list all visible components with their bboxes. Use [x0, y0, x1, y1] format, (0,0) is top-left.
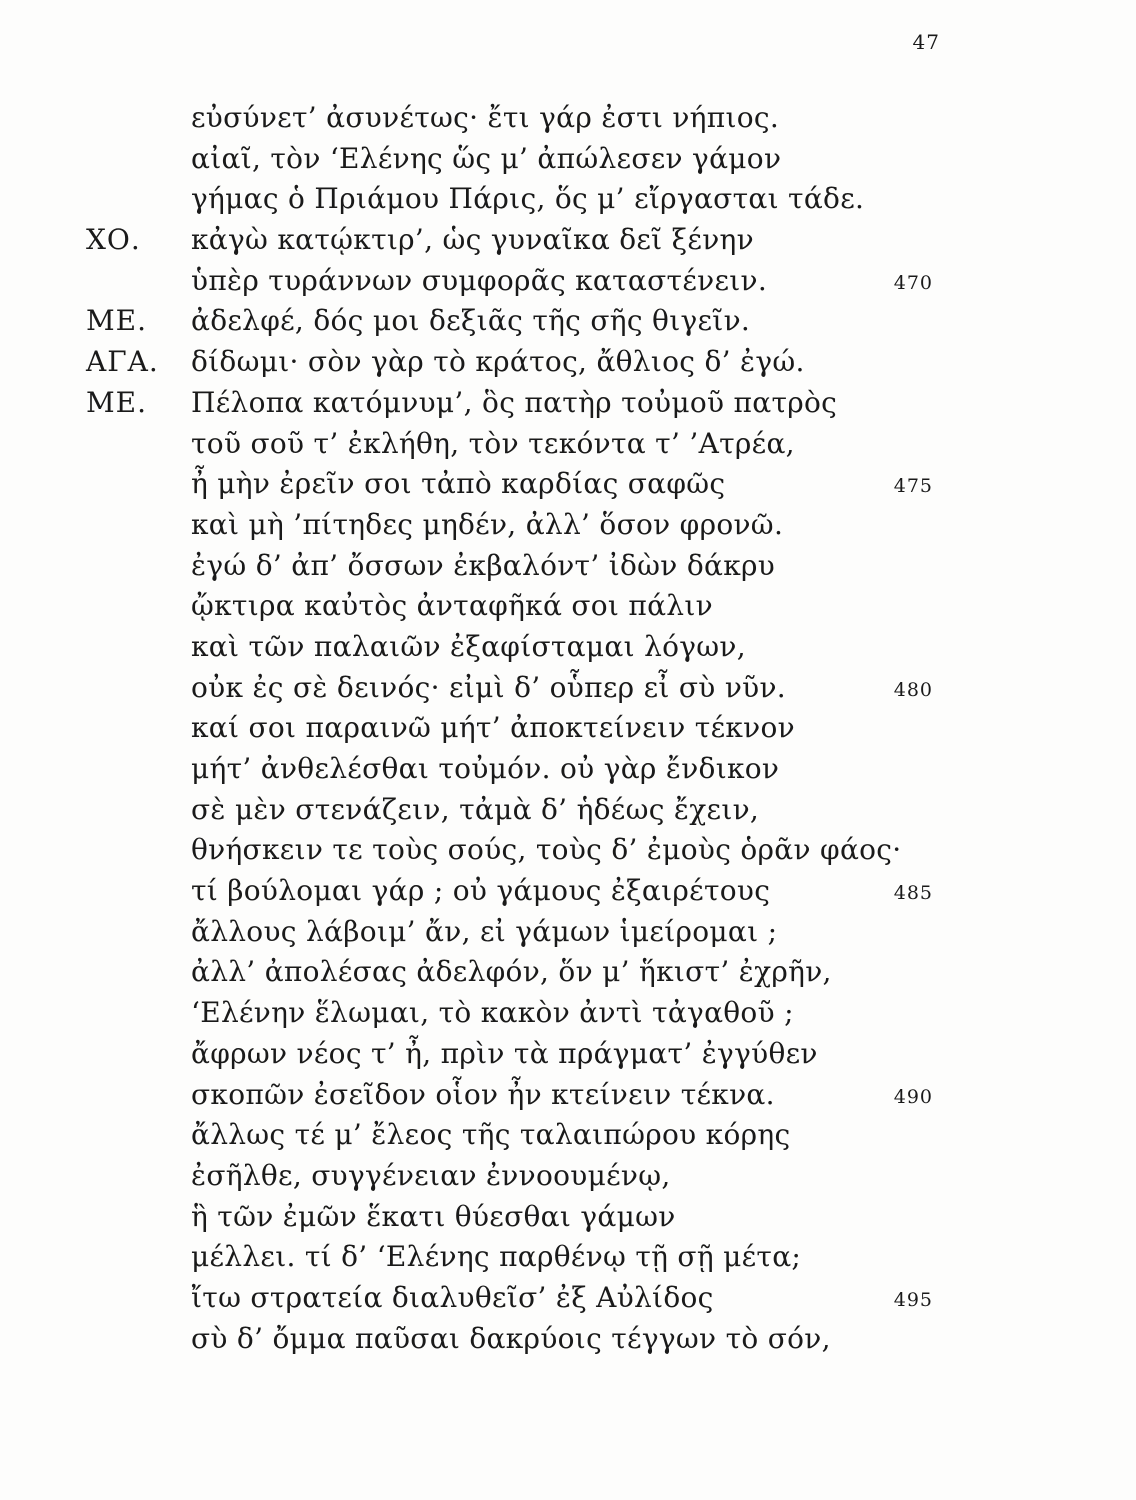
verse-line [0, 464, 1136, 505]
speaker-label: ΜΕ. [86, 385, 148, 419]
verse-text: Πέλοπα κατόμνυμ’, ὃς πατὴρ τοὐμοῦ πατρὸς [191, 385, 838, 419]
line-number: 490 [893, 1085, 933, 1108]
verse-text: ‘Ελένην ἕλωμαι, τὸ κακὸν ἀντὶ τἀγαθοῦ ; [191, 996, 794, 1030]
verse-line [0, 912, 1136, 953]
verse-text: γήμας ὁ Πριάμου Πάρις, ὅς μ’ εἴργασται τάδε. [191, 182, 865, 216]
speaker-label: ΑΓΑ. [86, 345, 159, 379]
speaker-label: ΧΟ. [86, 223, 141, 257]
verse-text: δίδωμι· σὸν γὰρ τὸ κράτος, ἄθλιος δ’ ἐγώ. [191, 345, 805, 379]
verse-text: κἀγὼ κατῴκτιρ’, ὡς γυναῖκα δεῖ ξένην [191, 223, 754, 257]
verse-line [0, 342, 1136, 383]
speaker-label: ΜΕ. [86, 304, 148, 338]
verse-text: τί βούλομαι γάρ ; οὐ γάμους ἐξαιρέτους [191, 874, 771, 908]
verse-text: εὐσύνετ’ ἀσυνέτως· ἔτι γάρ ἐστι νήπιος. [191, 101, 780, 134]
verse-line [0, 1237, 1136, 1278]
verse-line [0, 1197, 1136, 1238]
verse-line [0, 952, 1136, 993]
verse-line [0, 424, 1136, 465]
verse-text-block [0, 98, 1136, 1359]
verse-text: οὐκ ἐς σὲ δεινός· εἰμὶ δ’ οὗπερ εἶ σὺ νῦν. [191, 670, 786, 704]
verse-text: αἰαῖ, τὸν ‘Ελένης ὥς μ’ ἀπώλεσεν γάμον [191, 141, 782, 175]
verse-text: θνήσκειν τε τοὺς σούς, τοὺς δ’ ἐμοὺς ὁρᾶν φάος· [191, 833, 902, 867]
verse-line [0, 1034, 1136, 1075]
verse-text: καὶ μὴ ’πίτηδες μηδέν, ἀλλ’ ὅσον φρονῶ. [191, 507, 784, 541]
line-number: 480 [893, 678, 933, 701]
verse-line [0, 627, 1136, 668]
verse-text: ἐγώ δ’ ἀπ’ ὄσσων ἐκβαλόντ’ ἰδὼν δάκρυ [191, 548, 776, 582]
verse-text: ᾤκτιρα καὐτὸς ἀνταφῆκά σοι πάλιν [191, 589, 713, 623]
verse-line [0, 179, 1136, 220]
verse-text: ἄλλους λάβοιμ’ ἄν, εἰ γάμων ἱμείρομαι ; [191, 914, 778, 948]
verse-text: καί σοι παραινῶ μήτ’ ἀποκτείνειν τέκνον [191, 711, 795, 745]
verse-text: καὶ τῶν παλαιῶν ἐξαφίσταμαι λόγων, [191, 629, 746, 663]
verse-text: τοῦ σοῦ τ’ ἐκλήθη, τὸν τεκόντα τ’ ’Ατρέα, [191, 426, 795, 460]
verse-text: μήτ’ ἀνθελέσθαι τοὐμόν. οὐ γὰρ ἔνδικον [191, 752, 780, 785]
verse-line [0, 139, 1136, 180]
verse-text: ἦ μὴν ἐρεῖν σοι τἀπὸ καρδίας σαφῶς [191, 467, 726, 501]
verse-text: σκοπῶν ἐσεῖδον οἷον ἦν κτείνειν τέκνα. [191, 1077, 775, 1111]
verse-text: ἄλλως τέ μ’ ἔλεος τῆς ταλαιπώρου κόρης [191, 1118, 791, 1152]
verse-line [0, 708, 1136, 749]
page-number: 47 [912, 30, 940, 54]
verse-text: ἀλλ’ ἀπολέσας ἀδελφόν, ὅν μ’ ἥκιστ’ ἐχρῆν, [191, 955, 832, 989]
line-number: 495 [893, 1288, 933, 1311]
verse-line [0, 505, 1136, 546]
line-number: 485 [893, 882, 933, 905]
verse-line [0, 383, 1136, 424]
verse-line [0, 1319, 1136, 1360]
verse-line [0, 301, 1136, 342]
verse-line [0, 220, 1136, 261]
verse-line [0, 1115, 1136, 1156]
verse-line [0, 790, 1136, 831]
line-number: 470 [893, 271, 933, 294]
verse-line [0, 1278, 1136, 1319]
verse-text: ἄφρων νέος τ’ ἦ, πρὶν τὰ πράγματ’ ἐγγύθεν [191, 1036, 818, 1070]
line-number: 475 [893, 475, 933, 498]
verse-line [0, 830, 1136, 871]
verse-line [0, 586, 1136, 627]
verse-line [0, 749, 1136, 790]
verse-line [0, 98, 1136, 139]
verse-line [0, 261, 1136, 302]
verse-line [0, 1156, 1136, 1197]
verse-text: μέλλει. τί δ’ ‘Ελένης παρθένῳ τῇ σῇ μέτα; [191, 1240, 802, 1274]
verse-line [0, 1075, 1136, 1116]
verse-text: σὲ μὲν στενάζειν, τἀμὰ δ’ ἡδέως ἔχειν, [191, 792, 760, 826]
verse-line [0, 993, 1136, 1034]
verse-text: ἣ τῶν ἐμῶν ἕκατι θύεσθαι γάμων [191, 1199, 676, 1233]
verse-line [0, 546, 1136, 587]
verse-line [0, 668, 1136, 709]
verse-text: ἀδελφέ, δός μοι δεξιᾶς τῆς σῆς θιγεῖν. [191, 304, 751, 338]
verse-text: ἴτω στρατεία διαλυθεῖσ’ ἐξ Αὐλίδος [191, 1280, 714, 1314]
verse-text: ἐσῆλθε, συγγένειαν ἐννοουμένῳ, [191, 1158, 671, 1192]
verse-line [0, 871, 1136, 912]
verse-text: σὺ δ’ ὄμμα παῦσαι δακρύοις τέγγων τὸ σόν, [191, 1321, 831, 1355]
verse-text: ὑπὲρ τυράννων συμφορᾶς καταστένειν. [191, 263, 768, 297]
